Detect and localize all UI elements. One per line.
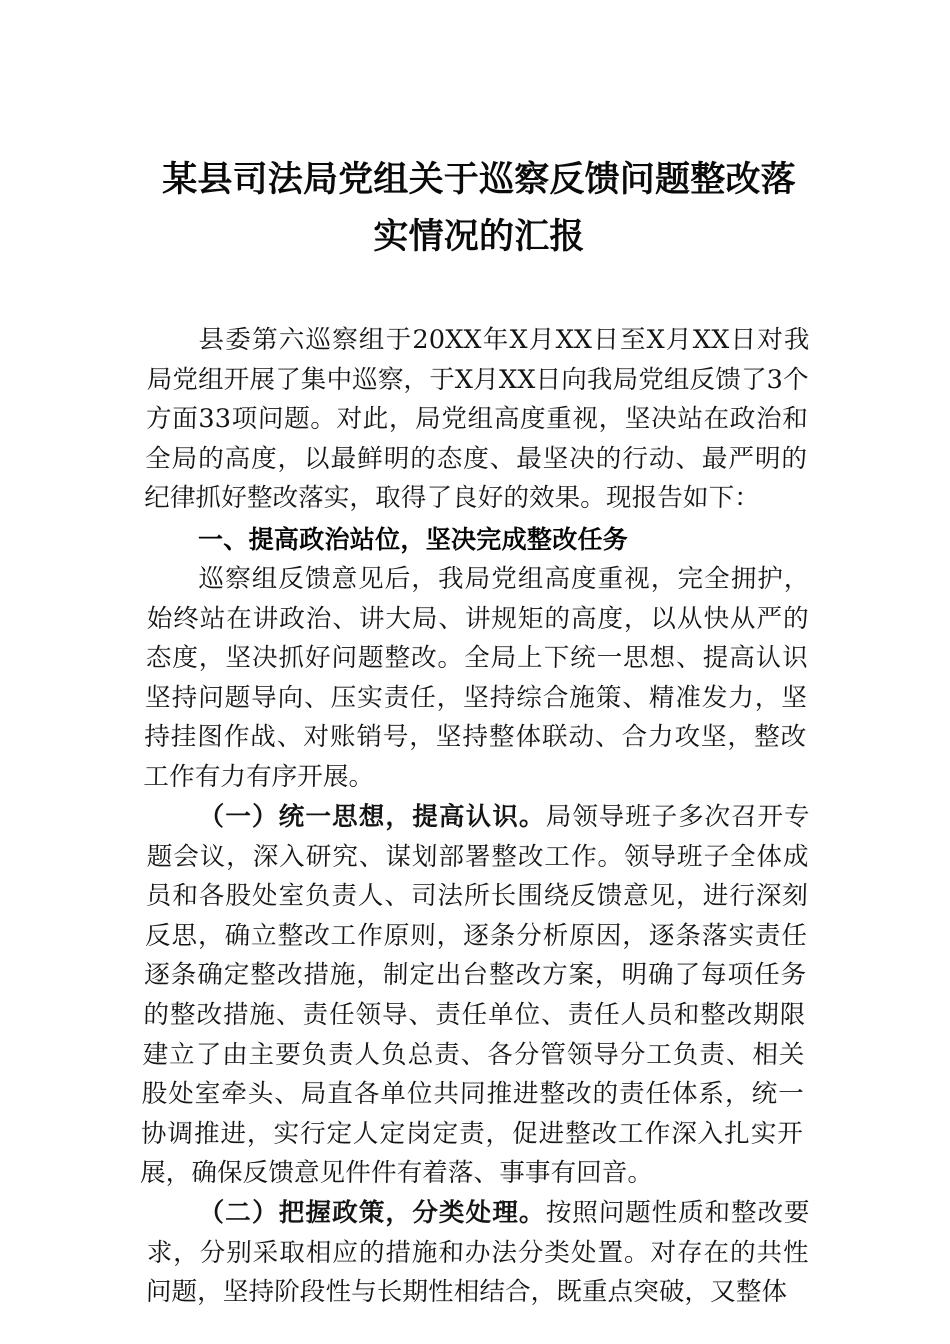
paragraph-sub-2	[146, 1194, 810, 1313]
paragraph-intro: 县委第六巡察组于20XX年X月XX日至X月XX日对我局党组开展了集中巡察，于X月XX日向我局党组反馈了3个方面33项问题。对此，局党组高度重视，坚决站在政治和全局的高度，以最鲜明的态度、最坚决的行动、最严明的纪律抓好整改落实，取得了良好的效果。现报告如下：	[143, 325, 810, 514]
sub-heading-2-lead: （二）把握政策，分类处理。	[198, 1197, 547, 1228]
sub-heading-2-body: 按照问题性质和整改要求，分别采取相应的措施和办法分类处置。对存在的共性问题，坚持阶段性与长期性相结合，既重点突破，又整体	[145, 1197, 810, 1308]
page-title-line-1: 某县司法局党组关于巡察反馈问题整改落	[162, 159, 796, 200]
paragraph-sub-1	[140, 798, 810, 1194]
paragraph-section1-intro: 巡察组反馈意见后，我局党组高度重视，完全拥护，始终站在讲政治、讲大局、讲规矩的高度，以从快从严的态度，坚决抓好问题整改。全局上下统一思想、提高认识坚持问题导向、压实责任，坚持综合施策、精准发力，坚持挂图作战、对账销号，坚持整体联动、合力攻坚，整改工作有力有序开展。	[143, 564, 810, 793]
section-heading-1: 一、提高政治站位，坚决完成整改任务	[198, 525, 629, 555]
page-title	[148, 0, 810, 265]
sub-heading-1-lead: （一）统一思想，提高认识。	[198, 801, 547, 832]
page-title-line-2: 实情况的汇报	[373, 215, 585, 257]
sub-heading-1-body: 局领导班子多次召开专题会议，深入研究、谋划部署整改工作。领导班子全体成员和各股处室负责人、司法所长围绕反馈意见，进行深刻反思，确立整改工作原则，逐条分析原因，逐条落实责任逐条确定整改措施，制定出台整改方案，明确了每项任务的整改措施、责任领导、责任单位、责任人员和整改期限建立了由主要负责人负总责、各分管领导分工负责、相关股处室牵头、局直各单位共同推进整改的责任体系，统一协调推进，实行定人定岗定责，促进整改工作深入扎实开展，确保反馈意见件件有着落、事事有回音。	[139, 801, 810, 1189]
document-content	[139, 0, 810, 1313]
